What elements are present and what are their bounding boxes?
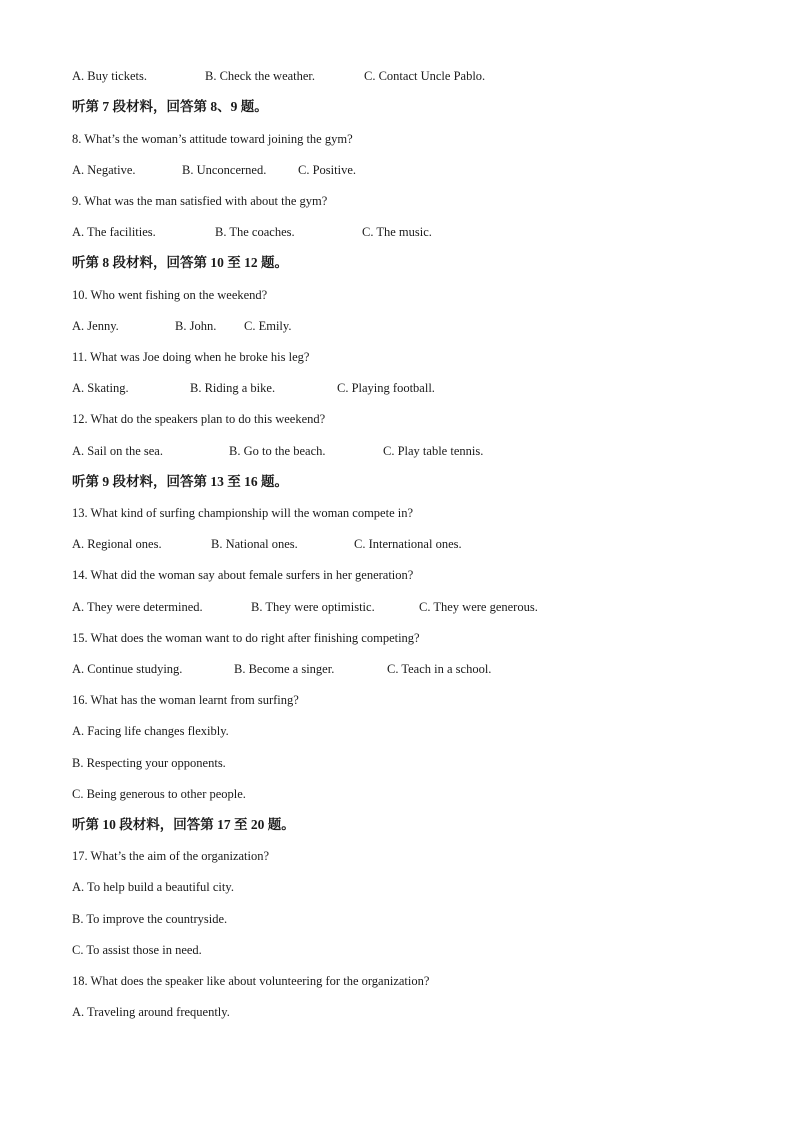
q14-option-b: B. They were optimistic. (251, 600, 375, 614)
q10-option-c: C. Emily. (244, 319, 292, 333)
q11-options (72, 380, 772, 396)
q12-option-a: A. Sail on the sea. (72, 444, 163, 458)
q13-option-a: A. Regional ones. (72, 537, 162, 551)
q11-option-b: B. Riding a bike. (190, 381, 276, 395)
q10-question: 10. Who went fishing on the weekend? (72, 288, 268, 302)
q12-options (72, 443, 772, 459)
q8-options (72, 162, 772, 178)
section-9-heading: 听第 9 段材料，回答第 13 至 16 题。 (72, 474, 288, 489)
q8-option-c: C. Positive. (298, 163, 356, 177)
q7-option-c: C. Contact Uncle Pablo. (364, 69, 486, 83)
q10-option-b: B. John. (175, 319, 217, 333)
q18-option-a: A. Traveling around frequently. (72, 1005, 230, 1019)
section-10-heading: 听第 10 段材料，回答第 17 至 20 题。 (72, 817, 295, 832)
q14-question: 14. What did the woman say about female surfers in her generation? (72, 568, 414, 582)
q9-option-c: C. The music. (362, 225, 432, 239)
q15-options (72, 661, 772, 677)
q11-option-a: A. Skating. (72, 381, 129, 395)
q12-option-b: B. Go to the beach. (229, 444, 326, 458)
q9-option-a: A. The facilities. (72, 225, 156, 239)
q16-option-a: A. Facing life changes flexibly. (72, 724, 229, 738)
q12-question: 12. What do the speakers plan to do this weekend? (72, 412, 326, 426)
q7-option-a: A. Buy tickets. (72, 69, 147, 83)
q15-option-c: C. Teach in a school. (387, 662, 492, 676)
q9-options (72, 224, 772, 240)
q10-options (72, 318, 772, 334)
section-7-heading: 听第 7 段材料，回答第 8、9 题。 (72, 99, 268, 114)
q7-option-b: B. Check the weather. (205, 69, 316, 83)
q8-option-a: A. Negative. (72, 163, 136, 177)
q11-question: 11. What was Joe doing when he broke his leg? (72, 350, 310, 364)
q18-question: 18. What does the speaker like about volunteering for the organization? (72, 974, 430, 988)
q15-option-b: B. Become a singer. (234, 662, 335, 676)
q11-option-c: C. Playing football. (337, 381, 435, 395)
q8-question: 8. What’s the woman’s attitude toward joining the gym? (72, 132, 353, 146)
q8-option-b: B. Unconcerned. (182, 163, 267, 177)
q13-option-c: C. International ones. (354, 537, 462, 551)
q7-options (72, 68, 772, 84)
q14-options (72, 599, 772, 615)
q16-question: 16. What has the woman learnt from surfing? (72, 693, 299, 707)
q17-option-b: B. To improve the countryside. (72, 912, 228, 926)
q12-option-c: C. Play table tennis. (383, 444, 484, 458)
q9-question: 9. What was the man satisfied with about the gym? (72, 194, 328, 208)
q9-option-b: B. The coaches. (215, 225, 295, 239)
q16-option-b: B. Respecting your opponents. (72, 756, 226, 770)
q15-option-a: A. Continue studying. (72, 662, 183, 676)
q17-option-a: A. To help build a beautiful city. (72, 880, 234, 894)
q14-option-a: A. They were determined. (72, 600, 203, 614)
q10-option-a: A. Jenny. (72, 319, 119, 333)
section-8-heading: 听第 8 段材料，回答第 10 至 12 题。 (72, 255, 288, 270)
q17-question: 17. What’s the aim of the organization? (72, 849, 270, 863)
q17-option-c: C. To assist those in need. (72, 943, 202, 957)
q15-question: 15. What does the woman want to do right after finishing competing? (72, 631, 420, 645)
q13-option-b: B. National ones. (211, 537, 298, 551)
q13-question: 13. What kind of surfing championship will the woman compete in? (72, 506, 414, 520)
q14-option-c: C. They were generous. (419, 600, 538, 614)
q16-option-c: C. Being generous to other people. (72, 787, 246, 801)
q13-options (72, 536, 772, 552)
